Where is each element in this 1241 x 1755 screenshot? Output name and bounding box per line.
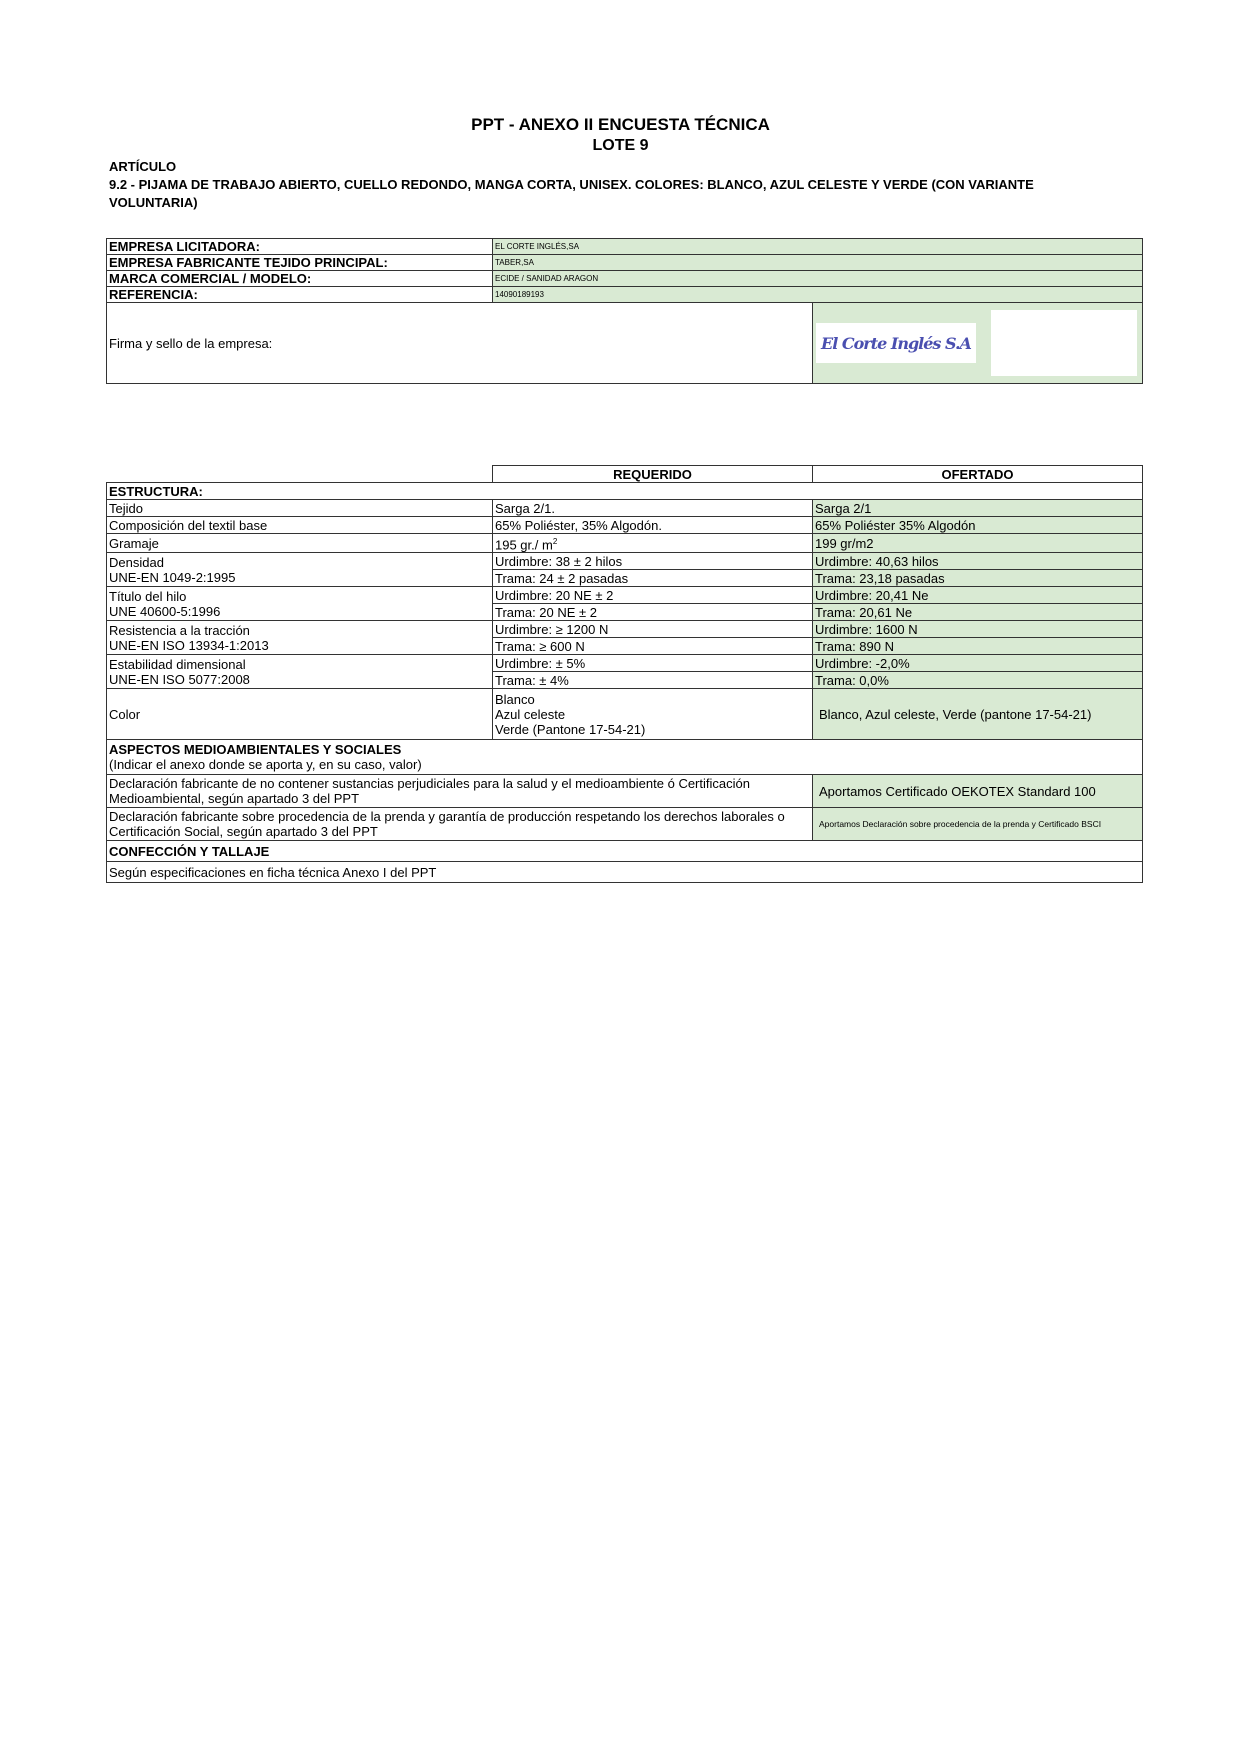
- firma-area: [813, 303, 1143, 384]
- medio-row: [107, 740, 1143, 775]
- decl2-label: Declaración fabricante sobre procedencia de la prenda y garantía de producción respetando los derechos laborales o Certificación Social, según apartado 3 del PPT: [107, 808, 813, 841]
- estabilidad-norma: UNE-EN ISO 5077:2008: [109, 671, 250, 687]
- resistencia-row-1: [107, 621, 1143, 638]
- decl2-row: [107, 808, 1143, 841]
- densidad-req-1: Urdimbre: 38 ± 2 hilos: [493, 553, 813, 570]
- color-row: [107, 689, 1143, 740]
- estructura-header: ESTRUCTURA:: [107, 483, 1143, 500]
- composicion-ofe: 65% Poliéster 35% Algodón: [813, 517, 1143, 534]
- spec-header-empty: [107, 466, 493, 483]
- densidad-row-1: [107, 553, 1143, 570]
- licitadora-label: EMPRESA LICITADORA:: [107, 239, 493, 255]
- color-label: Color: [107, 689, 493, 740]
- gramaje-label: Gramaje: [107, 534, 493, 553]
- resistencia-ofe-2: Trama: 890 N: [813, 638, 1143, 655]
- estabilidad-ofe-1: Urdimbre: -2,0%: [813, 655, 1143, 672]
- licitadora-value: EL CORTE INGLÉS,SA: [493, 239, 1143, 255]
- estabilidad-req-2: Trama: ± 4%: [493, 672, 813, 689]
- resistencia-label-cell: [107, 621, 493, 655]
- titulo-label-cell: [107, 587, 493, 621]
- spec-header-row: [107, 466, 1143, 483]
- referencia-value: 14090189193: [493, 287, 1143, 303]
- color-req-2: Azul celeste: [495, 706, 566, 722]
- stamp-box: [991, 310, 1137, 376]
- resistencia-ofe-1: Urdimbre: 1600 N: [813, 621, 1143, 638]
- col-ofertado: OFERTADO: [813, 466, 1143, 483]
- marca-value: ECIDE / SANIDAD ARAGON: [493, 271, 1143, 287]
- color-req-1: Blanco: [495, 691, 535, 707]
- gramaje-row: [107, 534, 1143, 553]
- gramaje-req-sup: 2: [552, 537, 558, 546]
- medio-note: (Indicar el anexo donde se aporta y, en su caso, valor): [109, 757, 422, 773]
- firma-label: Firma y sello de la empresa:: [107, 303, 813, 384]
- estructura-row: [107, 483, 1143, 500]
- tejido-row: [107, 500, 1143, 517]
- page-title: PPT - ANEXO II ENCUESTA TÉCNICA: [471, 115, 770, 134]
- tejido-label: Tejido: [107, 500, 493, 517]
- densidad-ofe-2: Trama: 23,18 pasadas: [813, 570, 1143, 587]
- company-row-fabricante: [107, 255, 1143, 271]
- estabilidad-row-1: [107, 655, 1143, 672]
- color-req-cell: [493, 689, 813, 740]
- titulo-req-1: Urdimbre: 20 NE ± 2: [493, 587, 813, 604]
- tejido-req: Sarga 2/1.: [493, 500, 813, 517]
- densidad-req-2: Trama: 24 ± 2 pasadas: [493, 570, 813, 587]
- articulo-description: 9.2 - PIJAMA DE TRABAJO ABIERTO, CUELLO REDONDO, MANGA CORTA, UNISEX. COLORES: BLANCO, AZUL CELESTE Y VERDE (CON VARIANTE VOLUNTARIA): [109, 177, 1034, 210]
- company-row-firma: [107, 303, 1143, 384]
- referencia-label: REFERENCIA:: [107, 287, 493, 303]
- fabricante-value: TABER,SA: [493, 255, 1143, 271]
- decl1-label: Declaración fabricante de no contener sustancias perjudiciales para la salud y el medioambiente ó Certificación Medioambiental, según apartado 3 del PPT: [107, 775, 813, 808]
- titulo-ofe-1: Urdimbre: 20,41 Ne: [813, 587, 1143, 604]
- col-requerido: REQUERIDO: [493, 466, 813, 483]
- gramaje-req: 195 gr./ m: [495, 537, 553, 553]
- confeccion-text: Según especificaciones en ficha técnica Anexo I del PPT: [107, 862, 1143, 883]
- titulo-row-1: [107, 587, 1143, 604]
- company-row-referencia: [107, 287, 1143, 303]
- confeccion-header-row: [107, 841, 1143, 862]
- composicion-label: Composición del textil base: [107, 517, 493, 534]
- company-table: [106, 238, 1143, 384]
- gramaje-req-cell: [493, 534, 813, 553]
- densidad-label-cell: [107, 553, 493, 587]
- color-ofe: Blanco, Azul celeste, Verde (pantone 17-54-21): [813, 689, 1143, 740]
- company-row-marca: [107, 271, 1143, 287]
- marca-label: MARCA COMERCIAL / MODELO:: [107, 271, 493, 287]
- densidad-ofe-1: Urdimbre: 40,63 hilos: [813, 553, 1143, 570]
- resistencia-norma: UNE-EN ISO 13934-1:2013: [109, 637, 269, 653]
- decl1-ofe: Aportamos Certificado OEKOTEX Standard 100: [813, 775, 1143, 808]
- densidad-norma: UNE-EN 1049-2:1995: [109, 569, 236, 585]
- estabilidad-req-1: Urdimbre: ± 5%: [493, 655, 813, 672]
- resistencia-req-1: Urdimbre: ≥ 1200 N: [493, 621, 813, 638]
- titulo-label: Título del hilo: [109, 588, 187, 604]
- densidad-label: Densidad: [109, 554, 164, 570]
- estabilidad-ofe-2: Trama: 0,0%: [813, 672, 1143, 689]
- decl1-row: [107, 775, 1143, 808]
- page-subtitle: LOTE 9: [592, 137, 649, 154]
- resistencia-req-2: Trama: ≥ 600 N: [493, 638, 813, 655]
- company-row-licitadora: [107, 239, 1143, 255]
- medio-header: ASPECTOS MEDIOAMBIENTALES Y SOCIALES: [109, 742, 402, 758]
- articulo-label: ARTÍCULO: [109, 159, 177, 174]
- gramaje-ofe: 199 gr/m2: [813, 534, 1143, 553]
- spec-table: [106, 465, 1143, 883]
- tejido-ofe: Sarga 2/1: [813, 500, 1143, 517]
- company-signature: [816, 323, 976, 363]
- medio-cell: [107, 740, 1143, 775]
- composicion-row: [107, 517, 1143, 534]
- signature-text: El Corte Inglés S.A: [821, 333, 971, 353]
- confeccion-text-row: [107, 862, 1143, 883]
- estabilidad-label-cell: [107, 655, 493, 689]
- estabilidad-label: Estabilidad dimensional: [109, 656, 246, 672]
- titulo-norma: UNE 40600-5:1996: [109, 603, 221, 619]
- titulo-req-2: Trama: 20 NE ± 2: [493, 604, 813, 621]
- composicion-req: 65% Poliéster, 35% Algodón.: [493, 517, 813, 534]
- titulo-ofe-2: Trama: 20,61 Ne: [813, 604, 1143, 621]
- confeccion-header: CONFECCIÓN Y TALLAJE: [107, 841, 1143, 862]
- decl2-ofe: Aportamos Declaración sobre procedencia de la prenda y Certificado BSCI: [813, 808, 1143, 841]
- resistencia-label: Resistencia a la tracción: [109, 622, 250, 638]
- fabricante-label: EMPRESA FABRICANTE TEJIDO PRINCIPAL:: [107, 255, 493, 271]
- color-req-3: Verde (Pantone 17-54-21): [495, 721, 646, 737]
